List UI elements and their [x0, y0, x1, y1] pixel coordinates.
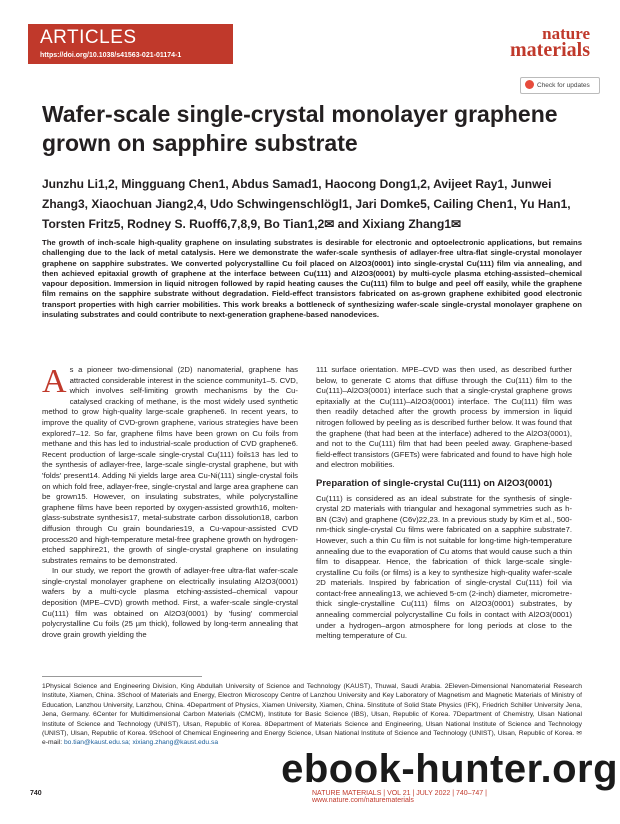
journal-footer[interactable]: NATURE MATERIALS | VOL 21 | JULY 2022 | 740–747 | www.nature.com/naturematerials — [312, 790, 487, 804]
watermark: ebook-hunter.org — [281, 747, 618, 791]
email-links[interactable]: bo.tian@kaust.edu.sa; xixiang.zhang@kaust.edu.sa — [63, 739, 219, 747]
page-number: 740 — [30, 790, 42, 797]
continued-paragraph: 111 surface orientation. MPE–CVD was then used, as described further below, to generate C atoms that diffuse through the Cu(111) film to the Cu(111)–Al2O3(0001) interface such that a single-crystal graphene grows epitaxially at the Cu(111)–Al2O3(0001) interface. The Cu(111) film was then readily detached after the growth process by immersion in liquid nitrogen followed by peeling as is described further below. It was found that the graphene (that had been at the interface) adhered to the Al2O3(0001), and not to the Cu(111) film that had been peeled away. Graphene-based field-effect transistors (GFETs) were fabricated and found to have high hole and electron mobilities. — [316, 365, 572, 470]
abstract: The growth of inch-scale high-quality graphene on insulating substrates is desirable for electronic and optoelectronic applications, but remains challenging due to the lack of metal catalysis. Here we demonstrate the wafer-scale synthesis of adlayer-free ultra-flat single-crystal monolayer graphene on sapphire substrates. We converted polycrystalline Cu foil placed on Al2O3(0001) into single-crystal Cu(111) film via annealing, and then achieved epitaxial growth of graphene at the interface between Cu(111) and Al2O3(0001) by multi-cycle plasma etching-assisted–chemical vapour deposition. Immersion in liquid nitrogen followed by rapid heating causes the Cu(111) film to bulge and peel off easily, while the graphene film remains on the sapphire substrate without degradation. Field-effect transistors fabricated on as-grown graphene exhibited good electronic transport properties with high carrier mobilities. This work breaks a bottleneck of synthesizing wafer-scale single-crystal monolayer graphene on insulating substrates and could contribute to next-generation graphene-based nanodevices. — [42, 238, 582, 320]
check-for-updates-button[interactable] — [520, 77, 600, 94]
journal-logo-line1: nature — [542, 24, 590, 43]
affiliation-text: 1Physical Science and Engineering Division, King Abdullah University of Science and Technology (KAUST), Thuwal, Saudi Arabia. 2Eleven-Dimensional Nanomaterial Research Institute, Xiamen, China. 3School of Materials and Energy, Electron Microscopy Centre of Lanzhou University and Key Laboratory of Magnetism and Magnetic Materials of Ministry of Education, Lanzhou University, Lanzhou, China. 4Department of Physics, Xiamen University, Xiamen, China. 5Institute of Solid State Physics (IFK), Friedrich Schiller University Jena, Jena, Germany. 6Center for Multidimensional Carbon Materials (CMCM), Institute for Basic Science (IBS), Ulsan, Republic of Korea. 7Department of Chemistry, Ulsan National Institute of Science and Technology (UNIST), Ulsan, Republic of Korea. 8Department of Materials Science and Engineering, Ulsan National Institute of Science and Technology (UNIST), Ulsan, Republic of Korea. 9School of Chemical Engineering and Energy Science, Ulsan National Institute of Science and Technology (UNIST), Ulsan, Republic of Korea. — [42, 683, 582, 738]
author-list: Junzhu Li1,2, Mingguang Chen1, Abdus Samad1, Haocong Dong1,2, Avijeet Ray1, Junwei Zhang3, Xiaochuan Jiang2,4, Udo Schwingenschlögl1, Jari Domke5, Cailing Chen1, Yu Han1, Torsten Fritz5, Rodney S. Ruoff6,7,8,9, Bo Tian1,2✉ and Xixiang Zhang1✉ — [42, 177, 571, 231]
body-column-right — [316, 365, 572, 642]
email-label: ✉e-mail: — [42, 730, 582, 747]
drop-cap: A — [42, 363, 67, 400]
check-updates-label: Check for updates — [537, 82, 590, 89]
body-column-left — [42, 365, 298, 640]
affiliations — [42, 682, 582, 748]
footnote-divider — [42, 676, 202, 677]
journal-logo — [510, 24, 590, 61]
section-paragraph: Cu(111) is considered as an ideal substrate for the synthesis of single-crystal 2D materials with triangular and hexagonal symmetries such as h-BN (C3v) and graphene (C6v)22,23. In a previous study by Kim et al., 500-nm-thick single-crystal Cu films were fabricated on a sapphire substrate7. However, such a thin Cu film is not suitable for long-time high-temperature annealing due to the evaporation of Cu atoms that would cause such a thin film to disappear. Hence, the fabrication of thick large-scale single-crystalline Cu foils (or films) is a key to synthesize high-quality wafer-scale 2D materials. Inspired by fabrication of single-crystal Cu(111) foil via contact-free annealing13, we achieved 5-cm (2-inch) diameter, micrometre-thick single-crystalline Cu(111) films on Al2O3(0001) substrates, by annealing commercial polycrystalline Cu foils in contact with Al2O3(0001) under a hydrogen–argon atmosphere for long periods at close to the melting temperature of Cu. — [316, 493, 572, 641]
intro-paragraph: s a pioneer two-dimensional (2D) nanomaterial, graphene has attracted considerable interest in the science community1–5. CVD, which involves self-limiting growth mechanisms by the Cu-catalysed cracking of methane, is the most widely used synthetic method to grow high-quality large-scale graphene6. In recent years, to improve the quality of CVD-grown graphene, various strategies have been explored7–12. So far, graphene films have been grown on Cu foils from methane and this has led to industrial-scale production of CVD graphene6. Recent production of large-scale single-crystal Cu(111) foils13 has led to the synthesis of adlayer-free, large-scale single-crystal graphene, but with 'folds' present14. Adding Ni yields large area Cu-Ni(111) single-crystal foils on which fold free, adlayer-free, single-crystal and large area graphene can be grown15. However, on insulating substrates, while polycrystalline graphene films have been reported by oxygen-assisted growth16, molten-glass-substrate synthesis17, metal-substrate carbon dissolution18, carbon diffusion through Cu grain boundaries19, a Cu-vapour-assisted CVD process20 and high-temperature metal-free graphene growth on hydrogen-etched sapphire21, the growth of single-crystal graphene on insulating substrates remains to be demonstrated. — [42, 365, 298, 565]
crossmark-icon — [525, 80, 534, 89]
doi-link[interactable]: https://doi.org/10.1038/s41563-021-01174-1 — [40, 52, 182, 59]
article-type-banner — [28, 24, 233, 64]
section-heading: Preparation of single-crystal Cu(111) on Al2O3(0001) — [316, 477, 553, 489]
article-title: Wafer-scale single-crystal monolayer graphene grown on sapphire substrate — [42, 101, 558, 156]
section-label: ARTICLES — [40, 27, 137, 48]
study-paragraph: In our study, we report the growth of adlayer-free ultra-flat wafer-scale single-crystal monolayer graphene on electrically insulating Al2O3(0001) wafers by a multi-cycle plasma etching-assisted–chemical vapour deposition (MPE–CVD) growth method. First, a wafer-scale single-crystal Cu(111) film was obtained on Al2O3(0001) by 'fusing' commercial polycrystalline Cu foils (25 µm thick), followed by long-term annealing that drove grain growth yielding the — [42, 566, 298, 639]
journal-logo-line2: materials — [510, 39, 590, 61]
